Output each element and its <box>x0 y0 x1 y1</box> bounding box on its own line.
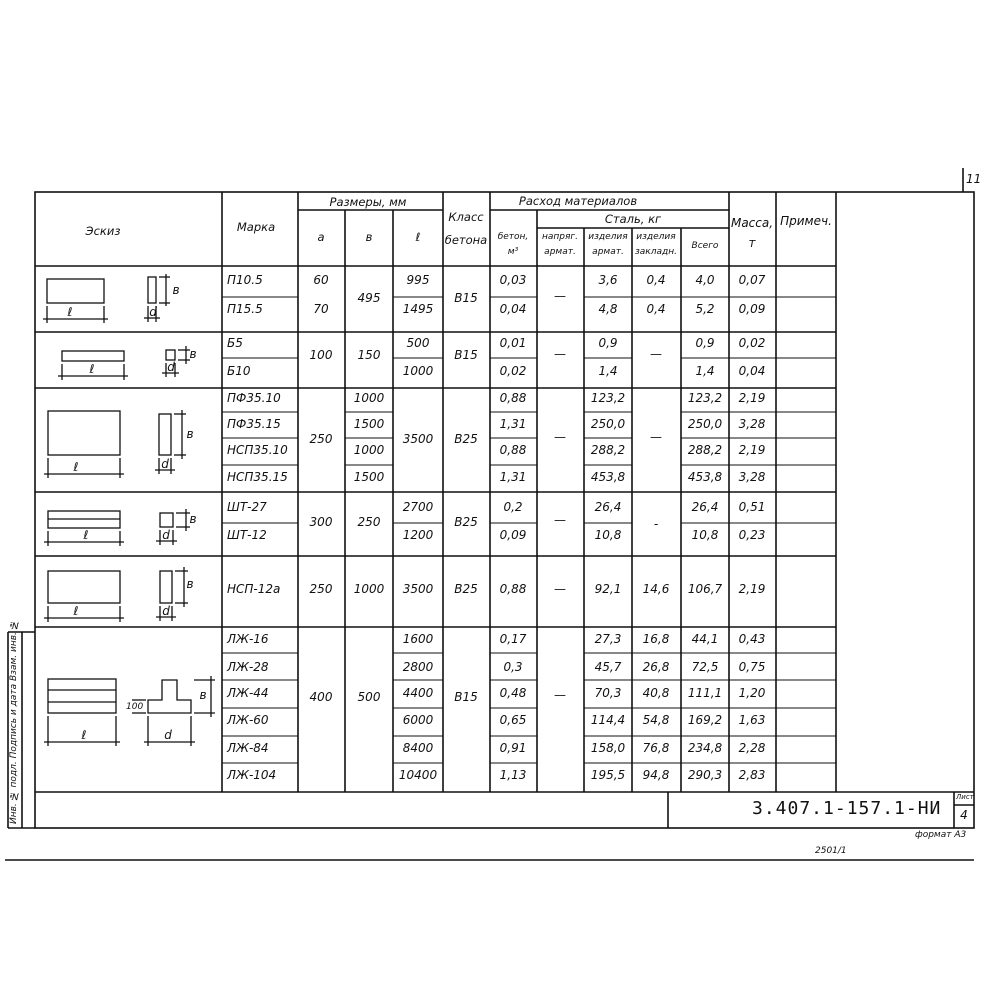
row-7-beton: 1,31 <box>499 470 527 484</box>
row-0-izd-arm: 3,6 <box>598 273 618 287</box>
g2-a: 100 <box>309 348 333 362</box>
doc-code: 3.407.1-157.1-НИ <box>752 798 942 819</box>
row-12-vsego: 72,5 <box>691 660 719 674</box>
row-7-marka: НСП35.15 <box>227 470 288 484</box>
bottom-number: 2501/1 <box>815 846 847 856</box>
row-10-l: 3500 <box>402 582 434 596</box>
row-6-massa: 2,19 <box>738 443 766 457</box>
row-10-a: 250 <box>309 582 333 596</box>
row-16-vsego: 290,3 <box>687 768 723 782</box>
sketch5-b-label: в <box>186 577 194 591</box>
row-9-massa: 0,23 <box>738 528 766 542</box>
row-6-b: 1000 <box>353 443 385 457</box>
row-2-massa: 0,02 <box>738 336 766 350</box>
row-0-beton: 0,03 <box>499 273 527 287</box>
format-label: формат А3 <box>915 830 967 840</box>
g3-zak: — <box>650 430 662 444</box>
row-16-izd-zak: 94,8 <box>642 768 670 782</box>
row-5-marka: ПФ35.15 <box>227 417 281 431</box>
row-15-massa: 2,28 <box>738 741 766 755</box>
g6-a: 400 <box>309 690 333 704</box>
row-5-izd-arm: 250,0 <box>590 417 626 431</box>
sketch2-b-label: в <box>189 347 197 361</box>
row-8-vsego: 26,4 <box>691 500 719 514</box>
row-5-vsego: 250,0 <box>687 417 723 431</box>
header-beton: бетон, <box>497 232 529 242</box>
row-14-vsego: 169,2 <box>687 713 723 727</box>
row-10-marka: НСП-12а <box>227 582 281 596</box>
row-10-vsego: 106,7 <box>687 582 723 596</box>
header-beton-unit: м³ <box>507 247 519 257</box>
sketch3-d-label: d <box>161 457 169 471</box>
g3-napr: — <box>554 430 566 444</box>
sketch4-d-label: d <box>162 528 170 542</box>
row-3-marka: Б10 <box>227 364 251 378</box>
row-13-vsego: 111,1 <box>687 686 723 700</box>
g3-l: 3500 <box>402 432 434 446</box>
row-12-izd-arm: 45,7 <box>594 660 622 674</box>
header-izd-zaklad-1: изделия <box>636 232 676 242</box>
header-razmery: Размеры, мм <box>329 195 407 209</box>
row-13-l: 4400 <box>402 686 434 700</box>
row-5-massa: 3,28 <box>738 417 766 431</box>
row-13-beton: 0,48 <box>499 686 527 700</box>
row-2-marka: Б5 <box>227 336 243 350</box>
row-11-izd-zak: 16,8 <box>642 632 670 646</box>
row-6-vsego: 288,2 <box>687 443 723 457</box>
row-12-beton: 0,3 <box>503 660 523 674</box>
row-10-massa: 2,19 <box>738 582 766 596</box>
row-14-l: 6000 <box>402 713 434 727</box>
row-3-beton: 0,02 <box>499 364 527 378</box>
row-8-beton: 0,2 <box>503 500 523 514</box>
g1-klass: В15 <box>454 291 478 305</box>
header-klass: Класс <box>448 210 484 224</box>
row-2-izd-arm: 0,9 <box>598 336 618 350</box>
g1-napr: — <box>554 289 566 303</box>
header-raskhod: Расход материалов <box>518 194 638 208</box>
row-5-beton: 1,31 <box>499 417 527 431</box>
header-massa: Масса, <box>730 216 774 230</box>
row-12-l: 2800 <box>402 660 434 674</box>
list-number: 4 <box>960 808 968 822</box>
g2-zak: — <box>650 347 662 361</box>
g1-b: 495 <box>357 291 381 305</box>
g2-napr: — <box>554 347 566 361</box>
row-14-beton: 0,65 <box>499 713 527 727</box>
row-11-beton: 0,17 <box>499 632 527 646</box>
row-11-l: 1600 <box>402 632 434 646</box>
row-0-izd-zak: 0,4 <box>646 273 666 287</box>
row-16-l: 10400 <box>398 768 438 782</box>
g6-b: 500 <box>357 690 381 704</box>
row-9-izd-arm: 10,8 <box>594 528 622 542</box>
row-0-marka: П10.5 <box>227 273 263 287</box>
list-label: Лист <box>956 793 974 801</box>
row-7-b: 1500 <box>353 470 385 484</box>
row-11-marka: ЛЖ-16 <box>227 632 269 646</box>
sketch3-l-label: ℓ <box>73 460 79 474</box>
g6-napr: — <box>554 688 566 702</box>
row-1-a: 70 <box>313 302 329 316</box>
header-primech: Примеч. <box>780 214 832 228</box>
header-napryag-armat: армат. <box>544 247 576 257</box>
row-2-l: 500 <box>406 336 430 350</box>
header-a: а <box>317 230 325 244</box>
row-3-izd-arm: 1,4 <box>598 364 618 378</box>
row-14-massa: 1,63 <box>738 713 766 727</box>
row-16-massa: 2,83 <box>738 768 766 782</box>
row-15-beton: 0,91 <box>499 741 527 755</box>
row-1-izd-arm: 4,8 <box>598 302 618 316</box>
sketch6-l-label: ℓ <box>81 728 87 742</box>
sketch6-d-label: d <box>164 728 172 742</box>
row-3-l: 1000 <box>402 364 434 378</box>
row-1-vsego: 5,2 <box>695 302 715 316</box>
row-1-beton: 0,04 <box>499 302 527 316</box>
sketch5-d-label: d <box>162 604 170 618</box>
row-4-izd-arm: 123,2 <box>590 391 626 405</box>
row-7-vsego: 453,8 <box>687 470 723 484</box>
row-15-izd-arm: 158,0 <box>590 741 626 755</box>
row-4-vsego: 123,2 <box>687 391 723 405</box>
header-stal: Сталь, кг <box>604 212 662 226</box>
sketch2-d-label: d <box>167 360 175 374</box>
header-betona: бетона <box>444 233 488 247</box>
g4-zak: - <box>653 517 659 531</box>
row-4-massa: 2,19 <box>738 391 766 405</box>
g4-klass: В25 <box>454 515 478 529</box>
row-1-l: 1495 <box>402 302 434 316</box>
header-izd-zaklad-2: закладн. <box>635 247 677 257</box>
row-5-b: 1500 <box>353 417 385 431</box>
row-10-klass: В25 <box>454 582 478 596</box>
sketch4-b-label: в <box>189 512 197 526</box>
sketch1-b-label: в <box>172 283 180 297</box>
sketch4-l-label: ℓ <box>83 528 89 542</box>
row-7-izd-arm: 453,8 <box>590 470 626 484</box>
row-2-vsego: 0,9 <box>695 336 715 350</box>
row-10-beton: 0,88 <box>499 582 527 596</box>
header-eskiz: Эскиз <box>85 224 121 238</box>
row-6-marka: НСП35.10 <box>227 443 288 457</box>
row-1-massa: 0,09 <box>738 302 766 316</box>
header-napryag: напряг. <box>542 232 578 242</box>
g2-klass: В15 <box>454 348 478 362</box>
row-15-marka: ЛЖ-84 <box>227 741 269 755</box>
row-0-vsego: 4,0 <box>695 273 715 287</box>
g3-a: 250 <box>309 432 333 446</box>
sheet-corner-number: 11 <box>966 172 982 186</box>
row-10-b: 1000 <box>353 582 385 596</box>
row-8-marka: ШТ-27 <box>227 500 267 514</box>
side-strip-text: Инв. № подл. Подпись и дата Взам. инв. № <box>9 619 19 824</box>
g4-b: 250 <box>357 515 381 529</box>
row-7-massa: 3,28 <box>738 470 766 484</box>
row-16-izd-arm: 195,5 <box>590 768 626 782</box>
row-15-vsego: 234,8 <box>687 741 723 755</box>
row-9-l: 1200 <box>402 528 434 542</box>
header-l: ℓ <box>415 230 421 244</box>
row-8-izd-arm: 26,4 <box>594 500 622 514</box>
row-16-marka: ЛЖ-104 <box>227 768 277 782</box>
row-2-beton: 0,01 <box>499 336 527 350</box>
g3-klass: В25 <box>454 432 478 446</box>
row-6-beton: 0,88 <box>499 443 527 457</box>
row-9-beton: 0,09 <box>499 528 527 542</box>
row-14-izd-zak: 54,8 <box>642 713 670 727</box>
sketch1-l-label: ℓ <box>67 305 73 319</box>
row-10-izd-zak: 14,6 <box>642 582 670 596</box>
g4-napr: — <box>554 513 566 527</box>
row-12-marka: ЛЖ-28 <box>227 660 269 674</box>
row-16-beton: 1,13 <box>499 768 527 782</box>
row-11-vsego: 44,1 <box>691 632 719 646</box>
sketch3-b-label: в <box>186 427 194 441</box>
g6-klass: В15 <box>454 690 478 704</box>
row-13-izd-arm: 70,3 <box>594 686 622 700</box>
header-marka: Марка <box>236 220 276 234</box>
header-vsego: Всего <box>691 241 719 251</box>
sketch-drawings <box>43 274 215 746</box>
header-massa-unit: т <box>748 236 756 250</box>
row-11-izd-arm: 27,3 <box>594 632 622 646</box>
g4-a: 300 <box>309 515 333 529</box>
row-4-b: 1000 <box>353 391 385 405</box>
header-izd-armat-1: изделия <box>588 232 628 242</box>
row-0-massa: 0,07 <box>738 273 766 287</box>
row-4-beton: 0,88 <box>499 391 527 405</box>
row-13-izd-zak: 40,8 <box>642 686 670 700</box>
row-3-massa: 0,04 <box>738 364 766 378</box>
row-9-marka: ШТ-12 <box>227 528 267 542</box>
row-8-massa: 0,51 <box>738 500 766 514</box>
row-14-izd-arm: 114,4 <box>590 713 626 727</box>
header-b: в <box>365 230 373 244</box>
sketch5-l-label: ℓ <box>73 604 79 618</box>
row-3-vsego: 1,4 <box>695 364 715 378</box>
row-13-massa: 1,20 <box>738 686 766 700</box>
row-9-vsego: 10,8 <box>691 528 719 542</box>
sketch6-h-label: 100 <box>126 702 144 712</box>
g2-b: 150 <box>357 348 381 362</box>
row-6-izd-arm: 288,2 <box>590 443 626 457</box>
row-15-izd-zak: 76,8 <box>642 741 670 755</box>
row-15-l: 8400 <box>402 741 434 755</box>
header-izd-armat-2: армат. <box>592 247 624 257</box>
row-10-izd-arm: 92,1 <box>594 582 622 596</box>
row-14-marka: ЛЖ-60 <box>227 713 269 727</box>
sketch2-l-label: ℓ <box>89 362 95 376</box>
row-4-marka: ПФ35.10 <box>227 391 281 405</box>
sketch6-b-label: в <box>199 688 207 702</box>
row-11-massa: 0,43 <box>738 632 766 646</box>
sketch1-d-label: d <box>149 305 157 319</box>
row-1-izd-zak: 0,4 <box>646 302 666 316</box>
row-10-napr: — <box>554 582 566 596</box>
row-8-l: 2700 <box>402 500 434 514</box>
row-13-marka: ЛЖ-44 <box>227 686 269 700</box>
row-0-a: 60 <box>313 273 329 287</box>
row-12-izd-zak: 26,8 <box>642 660 670 674</box>
row-12-massa: 0,75 <box>738 660 766 674</box>
row-1-marka: П15.5 <box>227 302 263 316</box>
row-0-l: 995 <box>406 273 430 287</box>
